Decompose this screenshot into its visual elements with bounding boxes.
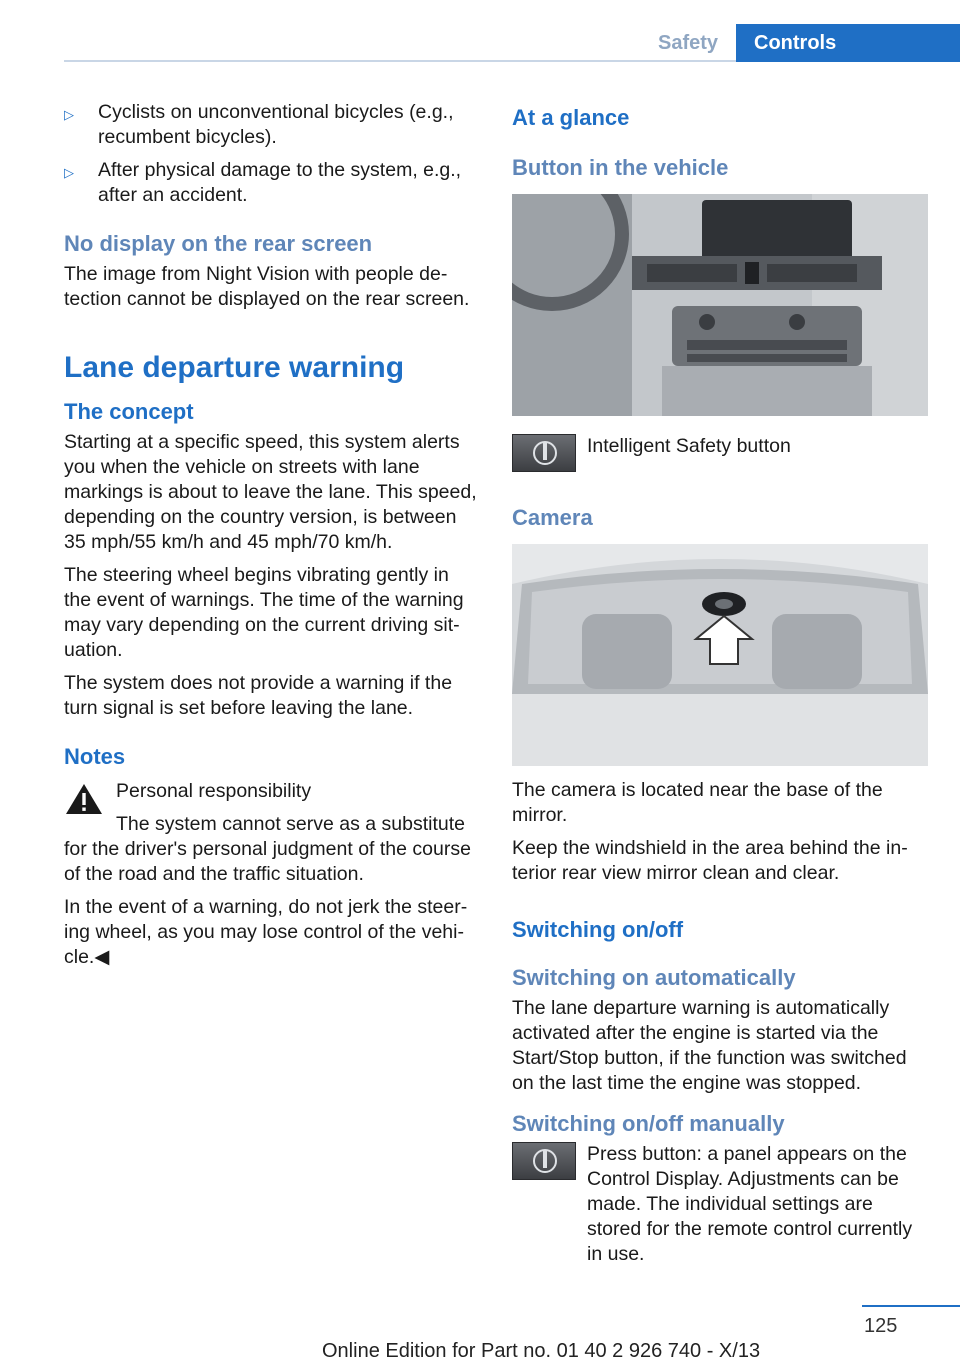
manual-button-block	[512, 1142, 930, 1267]
warning-body: The system cannot serve as a substitute for the driver's personal judgment of the course of the road and the traffic situation.	[64, 813, 471, 885]
paragraph: The lane departure warning is automatically activated after the engine is started via the Start/Stop button, if the function was switched on the last time the engine was stopped.	[512, 997, 907, 1094]
bullet-text: After physical damage to the system, e.g., after an accident.	[98, 159, 462, 206]
dashboard-illustration	[512, 194, 928, 416]
paragraph: The steering wheel begins vibrating gently in the event of warnings. The time of the warning may vary depending on the current driving situation.	[64, 564, 464, 661]
button-caption: Intelligent Safety button	[587, 435, 791, 457]
heading-concept: The concept	[64, 399, 194, 424]
tab-safety[interactable]: Safety	[657, 32, 719, 54]
page-number: 125	[864, 1315, 898, 1337]
paragraph: The image from Night Vision with people detection cannot be displayed on the rear screen.	[64, 263, 470, 310]
warning-triangle-icon	[64, 781, 104, 817]
intelligent-safety-button-row	[512, 434, 930, 476]
tab-controls[interactable]: Controls	[736, 24, 960, 62]
footer-edition: Online Edition for Part no. 01 40 2 926 740 - X/13	[322, 1340, 761, 1362]
warning-title: Personal responsibility	[116, 780, 312, 802]
camera-illustration	[512, 544, 928, 766]
heading-button-in-vehicle: Button in the vehicle	[512, 155, 729, 180]
list-item	[64, 158, 480, 208]
intelligent-safety-button[interactable]	[512, 434, 576, 472]
paragraph: In the event of a warning, do not jerk the steering wheel, as you may lose control of the vehicle.◀	[64, 896, 468, 968]
paragraph: Keep the windshield in the area behind the interior rear view mirror clean and clear.	[512, 837, 908, 884]
heading-notes: Notes	[64, 744, 126, 769]
warning-block	[64, 779, 480, 804]
paragraph: The camera is located near the base of the mirror.	[512, 779, 883, 826]
heading-switching: Switching on/off	[512, 917, 684, 942]
info-bar	[543, 446, 547, 460]
paragraph: Starting at a specific speed, this system alerts you when the vehicle on streets with lane markings is about to leave the lane. This speed, depending on the country version, is between 35 mph/55 km/h and 45 mph/70 km/h.	[64, 431, 477, 553]
paragraph: The system does not provide a warning if the turn signal is set before leaving the lane.	[64, 672, 453, 719]
triangle-bullet-icon: ▷	[64, 165, 74, 180]
heading-switching-manual: Switching on/off manually	[512, 1111, 785, 1136]
heading-switching-auto: Switching on automatically	[512, 965, 796, 990]
bullet-text: Cyclists on unconventional bicycles (e.g., recumbent bicycles).	[98, 101, 454, 148]
heading-at-a-glance: At a glance	[512, 105, 630, 130]
heading-camera: Camera	[512, 505, 593, 530]
right-column	[512, 100, 930, 1275]
heading-no-display: No display on the rear screen	[64, 231, 373, 256]
info-bar	[543, 1154, 547, 1168]
intelligent-safety-button[interactable]	[512, 1142, 576, 1180]
heading-lane-departure: Lane departure warning	[64, 351, 405, 384]
paragraph: Press button: a panel appears on the Control Display. Adjustments can be made. The individual settings are stored for the remote control currently in use.	[587, 1143, 913, 1265]
dashboard-photo	[512, 194, 928, 416]
left-column	[64, 100, 480, 978]
triangle-bullet-icon: ▷	[64, 107, 74, 122]
list-item	[64, 100, 480, 150]
page-number-rule	[862, 1305, 960, 1307]
camera-photo	[512, 544, 928, 766]
